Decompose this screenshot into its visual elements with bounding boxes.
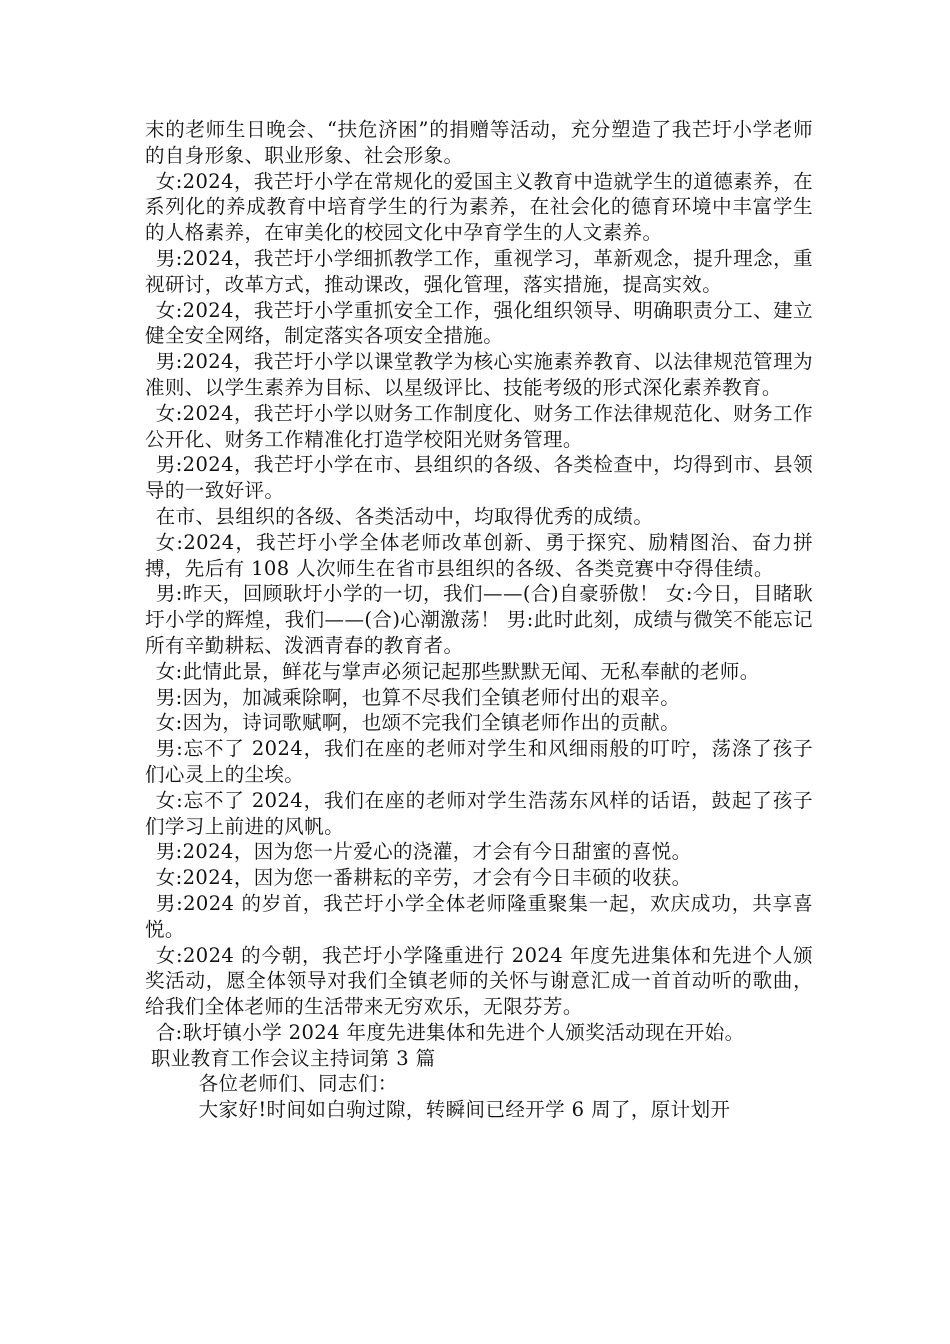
paragraph: 末的老师生日晚会、“扶危济困”的捐赠等活动，充分塑造了我芒圩小学老师的自身形象、职业形象、社会形象。 bbox=[145, 118, 813, 167]
paragraph: 女:2024，因为您一番耕耘的辛劳，才会有今日丰硕的收获。 bbox=[155, 866, 692, 890]
paragraph: 男:2024，我芒圩小学以课堂教学为核心实施素养教育、以法律规范管理为准则、以学生素养为目标、以星级评比、技能考级的形式深化素养教育。 bbox=[145, 350, 813, 399]
paragraph: 男:昨天，回顾耿圩小学的一切，我们——(合)自豪骄傲！ 女:今日，目睹耿圩小学的辉煌，我们——(合)心潮激荡！ 男:此时此刻，成绩与微笑不能忘记所有辛勤耕耘、泼洒青春的教育者。 bbox=[145, 582, 813, 657]
paragraph: 合:耿圩镇小学 2024 年度先进集体和先进个人颁奖活动现在开始。 bbox=[155, 1020, 745, 1044]
paragraph: 大家好!时间如白驹过隙，转瞬间已经开学 6 周了，原计划开 bbox=[198, 1098, 731, 1122]
paragraph: 女:2024，我芒圩小学重抓安全工作，强化组织领导、明确职责分工、建立健全安全网络，制定落实各项安全措施。 bbox=[145, 298, 813, 348]
document-body bbox=[145, 117, 813, 1123]
paragraph: 男:因为，加减乘除啊，也算不尽我们全镇老师付出的艰辛。 bbox=[155, 685, 681, 709]
paragraph: 女:2024，我芒圩小学在常规化的爱国主义教育中造就学生的道德素养，在系列化的养成教育中培育学生的行为素养，在社会化的德育环境中丰富学生的人格素养，在审美化的校园文化中孕育学生的人文素养。 bbox=[145, 169, 813, 245]
paragraph: 男:2024，因为您一片爱心的浇灌，才会有今日甜蜜的喜悦。 bbox=[155, 840, 692, 864]
paragraph: 在市、县组织的各级、各类活动中，均取得优秀的成绩。 bbox=[155, 504, 654, 528]
salutation: 各位老师们、同志们： bbox=[198, 1072, 398, 1096]
paragraph: 男:2024，我芒圩小学在市、县组织的各级、各类检查中，均得到市、县领导的一致好评。 bbox=[145, 453, 813, 503]
paragraph: 女:因为，诗词歌赋啊，也颂不完我们全镇老师作出的贡献。 bbox=[155, 711, 681, 735]
section-heading: 职业教育工作会议主持词第 3 篇 bbox=[150, 1046, 436, 1070]
paragraph: 男:忘不了 2024，我们在座的老师对学生和风细雨般的叮咛，荡涤了孩子们心灵上的尘埃。 bbox=[145, 737, 813, 786]
paragraph: 女:2024 的今朝，我芒圩小学隆重进行 2024 年度先进集体和先进个人颁奖活动，愿全体领导对我们全镇老师的关怀与谢意汇成一首首动听的歌曲，给我们全体老师的生活带来无穷欢乐，无限芬芳。 bbox=[145, 943, 813, 1019]
paragraph: 女:忘不了 2024，我们在座的老师对学生浩荡东风样的话语，鼓起了孩子们学习上前进的风帆。 bbox=[145, 788, 813, 838]
paragraph: 女:2024，我芒圩小学以财务工作制度化、财务工作法律规范化、财务工作公开化、财务工作精准化打造学校阳光财务管理。 bbox=[145, 401, 813, 451]
paragraph: 男:2024，我芒圩小学细抓教学工作，重视学习，革新观念，提升理念，重视研讨，改革方式，推动课改，强化管理，落实措施，提高实效。 bbox=[145, 246, 813, 296]
paragraph: 男:2024 的岁首，我芒圩小学全体老师隆重聚集一起，欢庆成功，共享喜悦。 bbox=[145, 891, 813, 941]
paragraph: 女:此情此景，鲜花与掌声必须记起那些默默无闻、无私奉献的老师。 bbox=[155, 659, 760, 683]
paragraph: 女:2024，我芒圩小学全体老师改革创新、勇于探究、励精图治、奋力拼搏，先后有 108 人次师生在省市县组织的各级、各类竞赛中夺得佳绩。 bbox=[145, 530, 813, 580]
